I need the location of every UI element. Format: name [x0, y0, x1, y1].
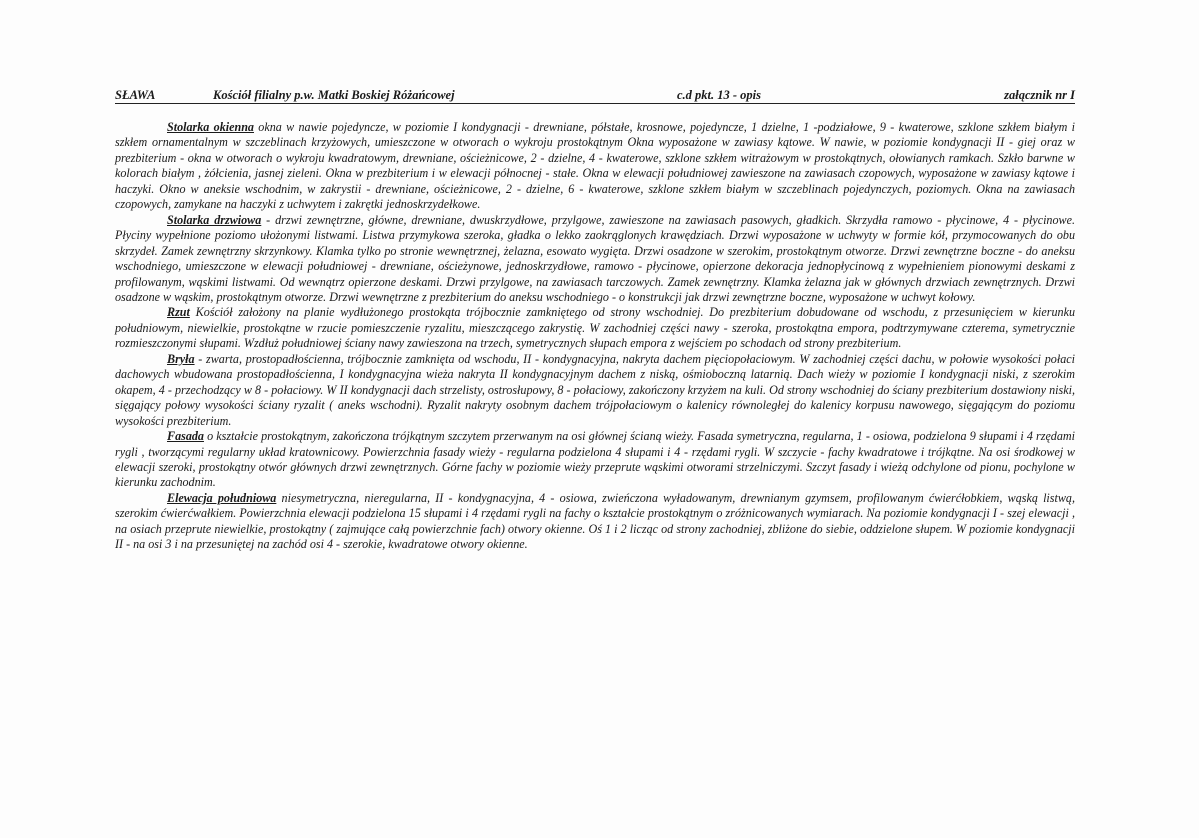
- section-title: Stolarka okienna: [167, 120, 254, 134]
- header-church-name: Kościół filialny p.w. Matki Boskiej Różańcowej: [213, 88, 455, 102]
- paragraph-facade: [115, 429, 1075, 491]
- section-text: - zwarta, prostopadłościenna, trójbocznie zamknięta od wschodu, II - kondygnacyjna, nakryta dachem pięciopołaciowym. W zachodniej części dachu, w połowie wysokości połaci dachowych wbudowana prostopadłościenna, I kondygnacyjna wieża nakryta II kondygnacyjnym dachem z niską, ośmioboczną latarnią. Dach wieży w poziomie I kondygnacji niski, z szerokim okapem, 4 - przechodzący w 8 - połaciowy. W II kondygnacji dach strzelisty, ostrosłupowy, 8 - połaciowy, zakończony krzyżem na kuli. Od strony wschodniej do ściany prezbiterium dostawiony niski, sięgający połowy wysokości ściany ryzalit ( aneks wschodni). Ryzalit nakryty osobnym dachem trójpołaciowym o kalenicy równoległej do kalenicy korpusu nawowego, sięgającym do poziomu wysokości prezbiterium.: [115, 351, 1075, 428]
- paragraph-window-joinery: [115, 120, 1075, 213]
- section-text: okna w nawie pojedyncze, w poziomie I kondygnacji - drewniane, półstałe, krosnowe, pojedyncze, 1 dzielne, 1 -podziałowe, 9 - kwaterowe, szklone szkłem białym i szkłem ornamentalnym w szczeblinach krzyżowych, umieszczone w otworach o wykroju prostokątnym Okna wyposażone w zawiasy kątowe. W nawie, w poziomie kondygnacji II - giej oraz w prezbiterium - okna w otworach o wykroju kwadratowym, drewniane, ościeżnicowe, 2 - dzielne, 4 - kwaterowe, szklone szkłem witrażowym w prostokątnych, ołowianych ramkach. Szkło barwne w kolorach białym , żółcienia, jasnej zieleni. Okna w prezbiterium i w elewacji północnej - stałe. Okna w elewacji południowej zawieszone na zawiasach czopowych, wyposażone w zawiasy kątowe i haczyki. Okno w aneksie wschodnim, w zakrystii - drewniane, ościeżnicowe, 2 - dzielne, 6 - kwaterowe, szklone szkłem białym w szczeblinach pojedynczych, poziomych. Okna na zawiasach czopowych, zamykane na haczyki z uchwytem i zakrętki jednoskrzydełkowe.: [115, 120, 1075, 212]
- section-title: Bryła: [167, 351, 195, 366]
- header-annex: załącznik nr I: [1004, 88, 1075, 102]
- paragraph-south-elevation: [115, 491, 1075, 553]
- section-text: o kształcie prostokątnym, zakończona trójkątnym szczytem przerwanym na osi głównej ścianą wieży. Fasada symetryczna, regularna, 1 - osiowa, podzielona 9 słupami i 4 rzędami rygli , tworzącymi regularny układ kratownicowy. Powierzchnia fasady wieży - regularna podzielona 4 słupami i 4 - rzędami rygli. W szczycie - fachy kwadratowe i trójkątne. Na osi środkowej w elewacji szeroki, prostokątny otwór głównych drzwi zewnętrznych. Górne fachy w poziomie wieży przeprute wąskimi otworami strzelniczymi. Szczyt fasady i wieżą odchylone od pionu, pochylone w kierunku zachodnim.: [115, 429, 1075, 490]
- header-section-ref: c.d pkt. 13 - opis: [677, 88, 762, 102]
- section-title: Fasada: [167, 429, 204, 444]
- page-header: [115, 88, 1075, 106]
- header-town: SŁAWA: [115, 88, 156, 102]
- document-page: [115, 88, 1075, 553]
- paragraph-door-joinery: [115, 213, 1075, 306]
- section-title: Stolarka drzwiowa: [167, 212, 262, 227]
- section-text: Kościół założony na planie wydłużonego prostokąta trójbocznie zamkniętego od strony wschodniej. Do prezbiterium dobudowane od wschodu, z przesunięciem w kierunku południowym, niewielkie, prostokątne w rzucie pomieszczenie ryzalitu, mieszczącego zakrystię. W zachodniej części nawy - szeroka, prostokątna empora, podtrzymywane czterema, symetrycznie rozmieszczonymi słupami. Wzdłuż południowej ściany nawy zawieszona na trzech, symetrycznych słupach empora z wejściem po schodach od strony prezbiterium.: [115, 305, 1075, 351]
- section-title: Rzut: [167, 305, 190, 320]
- section-text: - drzwi zewnętrzne, główne, drewniane, dwuskrzydłowe, przylgowe, zawieszone na zawiasach pasowych, gładkich. Skrzydła ramowo - płycinowe, 4 - płycinowe. Płyciny wypełnione poziomo ułożonymi listwami. Listwa przymykowa szeroka, gładka o lekko zaokrąglonych krawędziach. Drzwi wyposażone w uchwyty w formie kół, przymocowanych do obu skrzydeł. Zamek zewnętrzny skrzynkowy. Klamka tylko po stronie wewnętrznej, żelazna, esowato wygięta. Drzwi osadzone w szerokim, prostokątnym otworze. Drzwi zewnętrzne boczne - do aneksu wschodniego, umieszczone w elewacji południowej - drewniane, ościeżynowe, jednoskrzydłowe, ramowo - płycinowe, opierzone dekoracja jednopłycinową z wypełnieniem pionowymi deskami z profilowanym, wąskimi listwami. Od wewnątrz opierzone deskami. Drzwi przylgowe, na zawiasach tarczowych. Zamek zewnętrzny. Klamka żelazna jak w głównych drzwiach zewnętrznych. Drzwi osadzone w wąskim, prostokątnym otworze. Drzwi wewnętrzne z prezbiterium do aneksu wschodniego - o konstrukcji jak drzwi zewnętrzne boczne, wyposażone w uchwyt kołowy.: [115, 212, 1075, 304]
- section-text: niesymetryczna, nieregularna, II - kondygnacyjna, 4 - osiowa, zwieńczona wyładowanym, drewnianym gzymsem, profilowanym ćwierćłobkiem, wąską listwą, szerokim ćwierćwałkiem. Powierzchnia elewacji podzielona 15 słupami i 4 rzędami rygli na fachy o kształcie prostokątnym o zróżnicowanych wymiarach. Na poziomie kondygnacji I - szej elewacji , na osiach przeprute niewielkie, prostokątny ( zajmujące całą powierzchnie fach) otwory okienne. Oś 1 i 2 licząc od strony zachodniej, zbliżone do siebie, oddzielone słupem. W poziomie kondygnacji II - na osi 3 i na przesuniętej na zachód osi 4 - szerokie, kwadratowe otwory okienne.: [115, 490, 1075, 552]
- paragraph-massing: [115, 352, 1075, 429]
- header-underline: [115, 103, 1075, 104]
- section-title: Elewacja południowa: [167, 490, 277, 505]
- paragraph-plan: [115, 305, 1075, 351]
- document-body: [115, 120, 1075, 553]
